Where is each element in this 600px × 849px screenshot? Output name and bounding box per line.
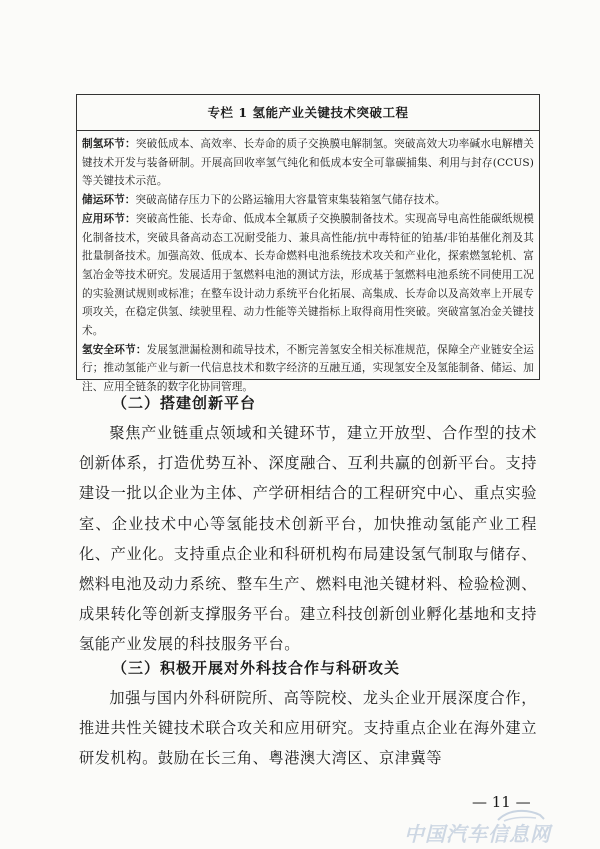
section-paragraph-innovation-platform: 聚焦产业链重点领域和关键环节，建立开放型、合作型的技术创新体系，打造优势互补、深度融合、互利共赢的创新平台。支持建设一批以企业为主体、产学研相结合的工程研究中心、重点实验室、企业技术中心等氢能技术创新平台，加快推动氢能产业工程化、产业化。支持重点企业和科研机构布局建设氢气制取与储存、燃料电池及动力系统、整车生产、燃料电池关键材料、检验检测、成果转化等创新支撑服务平台。建立科技创新创业孵化基地和支持氢能产业发展的科技服务平台。 [79,424,537,654]
watermark-text: 中国汽车信息网 [404,822,551,846]
box-entry-production [82,135,534,191]
section-heading-foreign-cooperation: （三）积极开展对外科技合作与科研攻关 [112,659,401,677]
entry-text: 突破高性能、长寿命、低成本全氟质子交换膜制备技术。实现高导电高性能碳纸规模化制备技术，突破具备高动态工况耐受能力、兼具高性能/抗中毒特征的铂基/非铂基催化剂及其批量制备技术。加强高效、低成本、长寿命燃料电池系统技术攻关和产业化，探索燃氢轮机、富氢冶金等技术研究。发展适用于氢燃料电池的测试方法，形成基于氢燃料电池系统不同使用工况的实验测试规则或标准；在整车设计动力系统平台化拓展、高集成、长寿命以及高效率上开展专项攻关，在稳定供氢、续驶里程、动力性能等关键指标上取得商用性突破。突破富氢冶金关键技术。 [82,212,535,338]
entry-label: 应用环节： [82,212,136,225]
entry-label: 氢安全环节： [82,343,147,356]
box-entry-application [82,210,534,341]
entry-label: 制氢环节： [82,138,136,150]
entry-text: 发展氢泄漏检测和疏导技术，不断完善氢安全相关标准规范，保障全产业链安全运行；推动氢能产业与新一代信息技术和数字经济的互融互通，实现氢安全及氢能制备、储运、加注、应用全链条的数字化协同管理。 [82,343,534,394]
box-entry-storage [82,191,534,210]
sidebar-box-hydrogen-tech [76,94,540,394]
box-title: 专栏 1 氢能产业关键技术突破工程 [77,95,539,131]
section-paragraph-foreign-cooperation: 加强与国内外科研院所、高等院校、龙头企业开展深度合作，推进共性关键技术联合攻关和应用研究。支持重点企业在海外建立研发机构。鼓励在长三角、粤港澳大湾区、京津冀等 [79,689,537,768]
entry-label: 储运环节： [82,194,136,207]
entry-text: 突破高储存压力下的公路运输用大容量管束集装箱氢气储存技术。 [135,194,446,207]
section-heading-innovation-platform: （二）搭建创新平台 [112,394,257,412]
box-body [77,131,539,397]
page-number: — 11 — [472,793,531,811]
entry-text: 突破低成本、高效率、长寿命的质子交换膜电解制氢。突破高效大功率碱水电解槽关键技术开发与装备研制。开展高回收率氢气纯化和低成本安全可靠碳捕集、利用与封存(CCUS)等关键技术示范。 [82,138,535,188]
box-entry-safety [82,341,534,397]
